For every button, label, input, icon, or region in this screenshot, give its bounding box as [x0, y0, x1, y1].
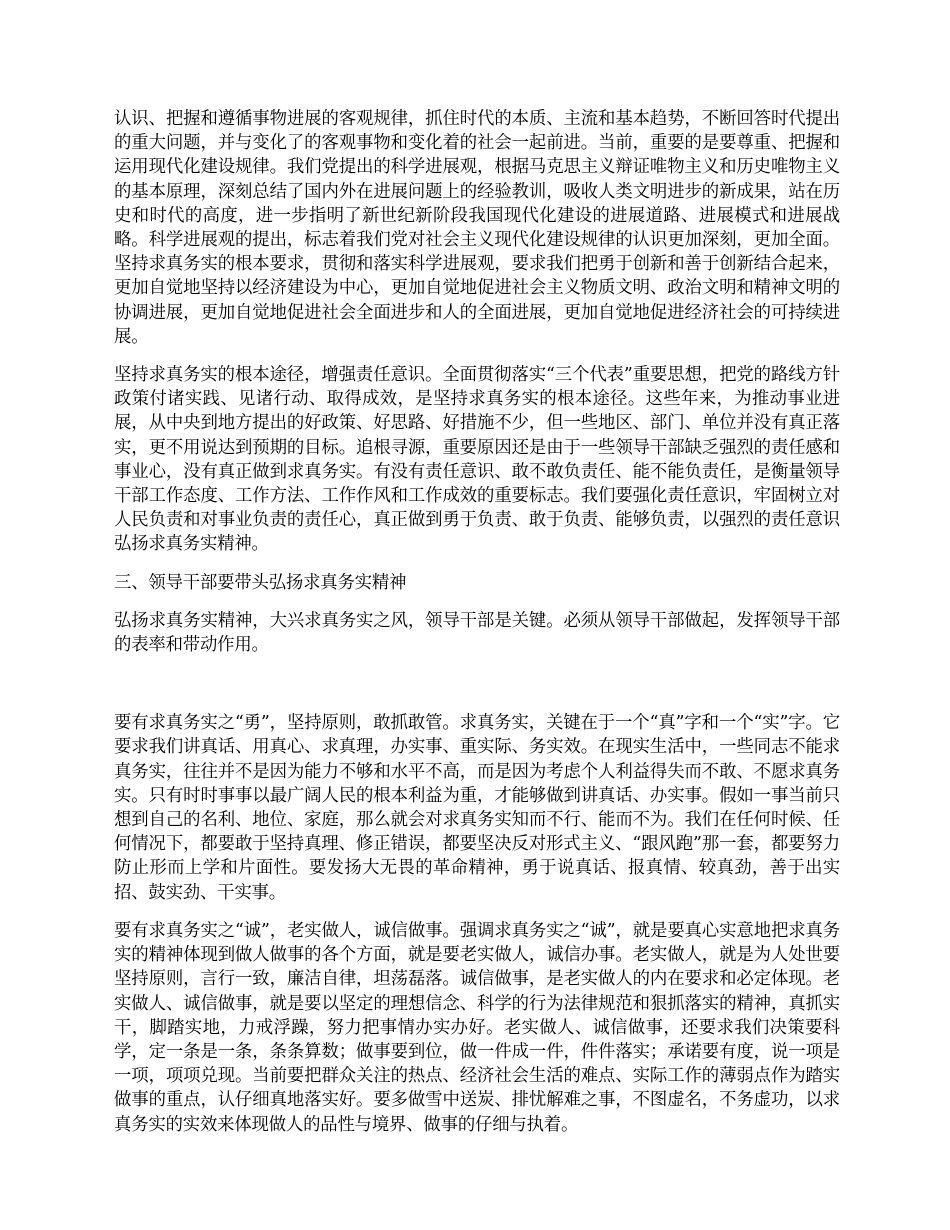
paragraph-sincerity: 要有求真务实之“诚”，老实做人，诚信做事。强调求真务实之“诚”，就是要真心实意地把求真务实的精神体现到做人做事的各个方面，就是要老实做人，诚信办事。老实做人，就是为人处世要坚持原则，言行一致，廉洁自律，坦荡磊落。诚信做事，是老实做人的内在要求和必定体现。老实做人、诚信做事，就是要以坚定的理想信念、科学的行为法律规范和狠抓落实的精神，真抓实干，脚踏实地，力戒浮躁，努力把事情办实办好。老实做人、诚信做事，还要求我们决策要科学，定一条是一条，条条算数；做事要到位，做一件成一件，件件落实；承诺要有度，说一项是一项，项项兑现。当前要把群众关注的热点、经济社会生活的难点、实际工作的薄弱点作为踏实做事的重点，认仔细真地落实好。要多做雪中送炭、排忧解难之事，不图虚名，不务虚功，以求真务实的实效来体现做人的品性与境界、做事的仔细与执着。	[114, 920, 840, 1135]
section-heading-leaders: 三、领导干部要带头弘扬求真务实精神	[114, 572, 407, 593]
document-body	[114, 107, 840, 1137]
paragraph-responsibility: 坚持求真务实的根本途径，增强责任意识。全面贯彻落实“三个代表”重要思想，把党的路线方针政策付诸实践、见诸行动、取得成效，是坚持求真务实的根本途径。这些年来，为推动事业进展，从中央到地方提出的好政策、好思路、好措施不少，但一些地区、部门、单位并没有真正落实，更不用说达到预期的目标。追根寻源，重要原因还是由于一些领导干部缺乏强烈的责任感和事业心，没有真正做到求真务实。有没有责任意识、敢不敢负责任、能不能负责任，是衡量领导干部工作态度、工作方法、工作作风和工作成效的重要标志。我们要强化责任意识，牢固树立对人民负责和对事业负责的责任心，真正做到勇于负责、敢于负责、能够负责，以强烈的责任意识弘扬求真务实精神。	[114, 365, 840, 555]
paragraph-leaders-key: 弘扬求真务实精神，大兴求真务实之风，领导干部是关键。必须从领导干部做起，发挥领导干部的表率和带动作用。	[114, 610, 840, 656]
paragraph-scientific-development: 认识、把握和遵循事物进展的客观规律，抓住时代的本质、主流和基本趋势，不断回答时代提出的重大问题，并与变化了的客观事物和变化着的社会一起前进。当前，重要的是要尊重、把握和运用现代化建设规律。我们党提出的科学进展观，根据马克思主义辩证唯物主义和历史唯物主义的基本原理，深刻总结了国内外在进展问题上的经验教训，吸收人类文明进步的新成果，站在历史和时代的高度，进一步指明了新世纪新阶段我国现代化建设的进展道路、进展模式和进展战略。科学进展观的提出，标志着我们党对社会主义现代化建设规律的认识更加深刻，更加全面。坚持求真务实的根本要求，贯彻和落实科学进展观，要求我们把勇于创新和善于创新结合起来，更加自觉地坚持以经济建设为中心，更加自觉地促进社会主义物质文明、政治文明和精神文明的协调进展，更加自觉地促进社会全面进步和人的全面进展，更加自觉地促进经济社会的可持续进展。	[114, 109, 840, 347]
paragraph-courage: 要有求真务实之“勇”，坚持原则，敢抓敢管。求真务实，关键在于一个“真”字和一个“实”字。它要求我们讲真话、用真心、求真理，办实事、重实际、务实效。在现实生活中，一些同志不能求真务实，往往并不是因为能力不够和水平不高，而是因为考虑个人利益得失而不敢、不愿求真务实。只有时时事事以最广阔人民的根本利益为重，才能够做到讲真话、办实事。假如一事当前只想到自己的名利、地位、家庭，那么就会对求真务实知而不行、能而不为。我们在任何时候、任何情况下，都要敢于坚持真理、修正错误，都要坚决反对形式主义、“跟风跑”那一套，都要努力防止形而上学和片面性。要发扬大无畏的革命精神，勇于说真话、报真情、较真劲，善于出实招、鼓实劲、干实事。	[114, 713, 840, 903]
